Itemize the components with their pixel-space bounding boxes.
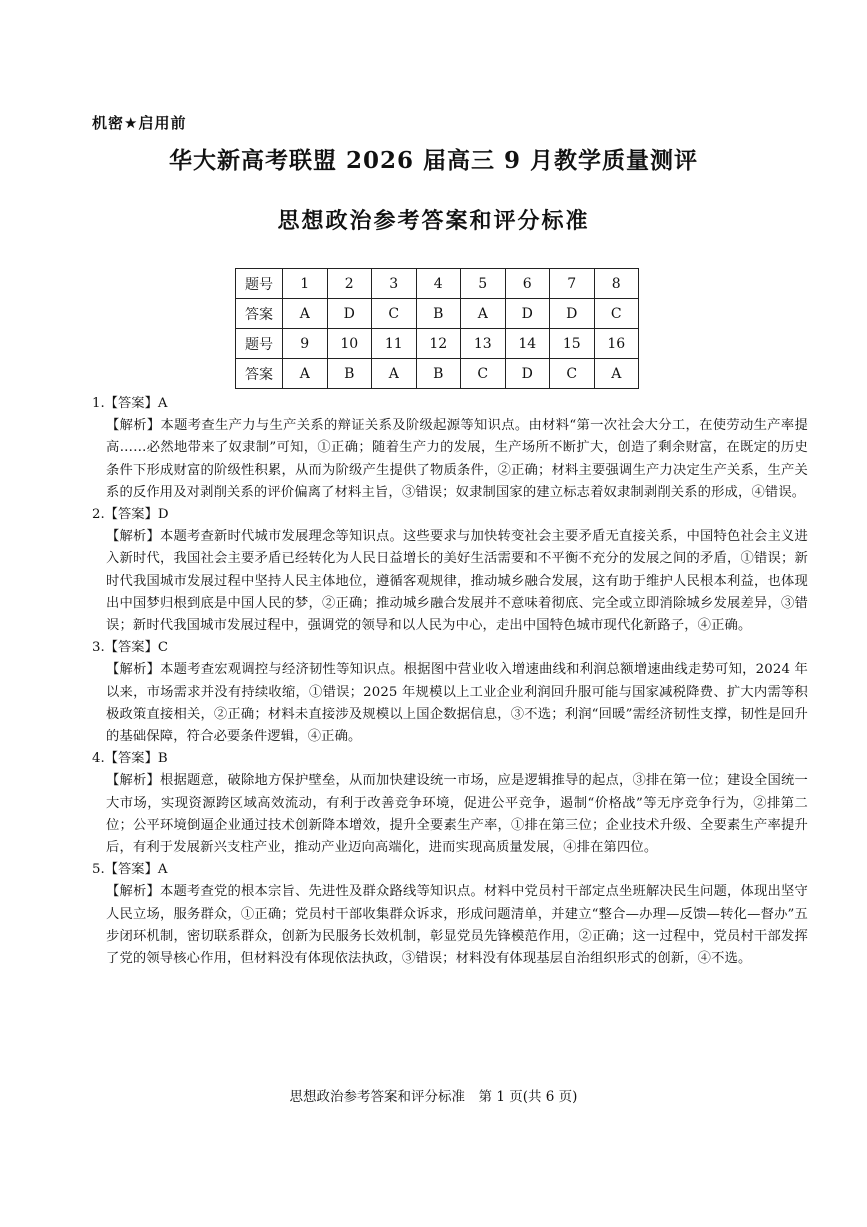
- page-footer: 思想政治参考答案和评分标准 第 1 页(共 6 页): [289, 1089, 578, 1105]
- table-cell: C: [594, 299, 639, 329]
- row-header-cell: 题号: [236, 329, 283, 359]
- answer-table: [235, 268, 639, 389]
- exam-title: 华大新高考联盟 2026 届高三 9 月教学质量测评: [168, 147, 699, 174]
- answer-line: 1.【答案】A: [92, 396, 168, 411]
- table-cell: A: [283, 359, 328, 389]
- answer-line: 5.【答案】A: [92, 862, 168, 878]
- answer-table-row: [236, 269, 639, 299]
- table-cell: 6: [505, 269, 550, 299]
- table-cell: 15: [550, 329, 595, 359]
- answer-line: 3.【答案】C: [92, 640, 169, 656]
- table-cell: 7: [550, 269, 595, 299]
- explanation-text: 【解析】根据题意，破除地方保护壁垒，从而加快建设统一市场，应是逻辑推导的起点，③排在第一位；建设全国统一大市场，实现资源跨区域高效流动，有利于改善竞争环境，促进公平竞争，遏制“价格战”等无序竞争行为，②排第二位；公平环境倒逼企业通过技术创新降本增效，提升全要素生产率，①排在第三位；企业技术升级、全要素生产率提升后，有利于发展新兴支柱产业，推动产业迈向高端化，进而实现高质量发展，④排在第四位。: [106, 773, 808, 856]
- explanation-text: 【解析】本题考查新时代城市发展理念等知识点。这些要求与加快转变社会主要矛盾无直接关系，中国特色社会主义进入新时代，我国社会主要矛盾已经转化为人民日益增长的美好生活需要和不平衡不充分的发展之间的矛盾，①错误；新时代我国城市发展过程中坚持人民主体地位，遵循客观规律，推动城乡融合发展，这有助于维护人民根本利益，也体现出中国梦归根到底是中国人民的梦，②正确；推动城乡融合发展并不意味着彻底、完全或立即消除城乡发展差异，③错误；新时代我国城市发展过程中，强调党的领导和以人民为中心，走出中国特色城市现代化新路子，④正确。: [106, 529, 808, 634]
- table-cell: C: [372, 299, 417, 329]
- table-cell: 12: [416, 329, 461, 359]
- table-cell: C: [461, 359, 506, 389]
- confidential-label: 机密★启用前: [92, 114, 187, 132]
- answer-line: 2.【答案】D: [92, 507, 169, 523]
- answer-line: 4.【答案】B: [92, 751, 168, 767]
- table-cell: B: [327, 359, 372, 389]
- question-5: [92, 859, 808, 970]
- table-cell: A: [283, 299, 328, 329]
- table-cell: 5: [461, 269, 506, 299]
- table-cell: A: [461, 299, 506, 329]
- table-cell: D: [505, 359, 550, 389]
- table-cell: A: [372, 359, 417, 389]
- row-header-cell: 答案: [236, 299, 283, 329]
- table-cell: 13: [461, 329, 506, 359]
- row-header-cell: 题号: [236, 269, 283, 299]
- document-subtitle: 思想政治参考答案和评分标准: [277, 209, 590, 234]
- table-cell: 4: [416, 269, 461, 299]
- table-cell: C: [550, 359, 595, 389]
- table-cell: 16: [594, 329, 639, 359]
- question-2: [92, 504, 808, 637]
- table-cell: D: [550, 299, 595, 329]
- table-cell: 11: [372, 329, 417, 359]
- question-3: [92, 637, 808, 748]
- table-cell: B: [416, 359, 461, 389]
- answer-table-row: [236, 329, 639, 359]
- explanation-text: 【解析】本题考查党的根本宗旨、先进性及群众路线等知识点。材料中党员村干部定点坐班解决民生问题，体现出坚守人民立场，服务群众，①正确；党员村干部收集群众诉求，形成问题清单，并建立“整合—办理—反馈—转化—督办”五步闭环机制，密切联系群众，创新为民服务长效机制，彰显党员先锋模范作用，②正确；这一过程中，党员村干部发挥了党的领导核心作用，但材料没有体现依法执政，③错误；材料没有体现基层自治组织形式的创新，④不选。: [106, 884, 808, 967]
- question-1: [92, 393, 808, 504]
- row-header-cell: 答案: [236, 359, 283, 389]
- table-cell: D: [505, 299, 550, 329]
- table-cell: A: [594, 359, 639, 389]
- explanation-text: 【解析】本题考查生产力与生产关系的辩证关系及阶级起源等知识点。由材料“第一次社会大分工，在使劳动生产率提高……必然地带来了奴隶制”可知，①正确；随着生产力的发展，生产场所不断扩大，创造了剩余财富，在既定的历史条件下形成财富的阶级性积累，从而为阶级产生提供了物质条件，②正确；材料主要强调生产力决定生产关系，生产关系的反作用及对剥削关系的评价偏离了材料主旨，③错误；奴隶制国家的建立标志着奴隶制剥削关系的形成，④错误。: [106, 418, 808, 500]
- table-cell: 9: [283, 329, 328, 359]
- explanation-text: 【解析】本题考查宏观调控与经济韧性等知识点。根据图中营业收入增速曲线和利润总额增速曲线走势可知，2024 年以来，市场需求并没有持续收缩，①错误；2025 年规模以上工业企业利润回升服可能与国家减税降费、扩大内需等积极政策直接相关，②正确；材料未直接涉及规模以上国企数据信息，③不选；利润“回暖”需经济韧性支撑，韧性是回升的基础保障，符合必要条件逻辑，④正确。: [106, 662, 808, 745]
- table-cell: B: [416, 299, 461, 329]
- answer-table-row: [236, 299, 639, 329]
- explanations: [92, 393, 808, 970]
- table-cell: 14: [505, 329, 550, 359]
- table-cell: 2: [327, 269, 372, 299]
- table-cell: D: [327, 299, 372, 329]
- answer-table-row: [236, 359, 639, 389]
- table-cell: 8: [594, 269, 639, 299]
- table-cell: 3: [372, 269, 417, 299]
- question-4: [92, 748, 808, 859]
- table-cell: 10: [327, 329, 372, 359]
- table-cell: 1: [283, 269, 328, 299]
